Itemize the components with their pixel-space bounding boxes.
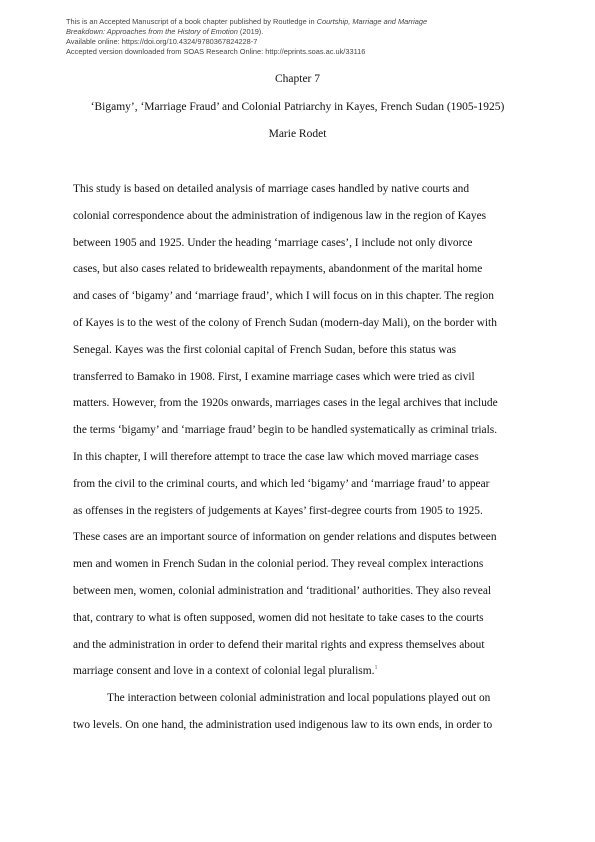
text-line: This study is based on detailed analysis of marriage cases handled by native courts and (73, 183, 470, 195)
text-line: of Kayes is to the west of the colony of French Sudan (modern-day Mali), on the border with (73, 316, 497, 329)
paragraph-1 (73, 176, 528, 685)
text-line: two levels. On one hand, the administration used indigenous law to its own ends, in order to (73, 718, 493, 731)
text-line: In this chapter, I will therefore attempt to trace the case law which moved marriage cases (73, 450, 479, 463)
text-line: matters. However, from the 1920s onwards, marriages cases in the legal archives that include (73, 397, 498, 410)
notice-repository: Accepted version downloaded from SOAS Research Online: http://eprints.soas.ac.uk/33116 (66, 47, 366, 56)
text-line: These cases are an important source of information on gender relations and disputes between (73, 531, 497, 544)
footnote-marker[interactable]: 1 (374, 665, 378, 672)
text-line: from the civil to the criminal courts, and which led ‘bigamy’ and ‘marriage fraud’ to appear (73, 477, 490, 490)
text-line: Senegal. Kayes was the first colonial capital of French Sudan, before this status was (73, 343, 457, 356)
text-line: marriage consent and love in a context of colonial legal pluralism.$^1$ (73, 665, 378, 678)
text-line: and the administration in order to defend their marital rights and express themselves about (73, 638, 485, 651)
text-line: transferred to Bamako in 1908. First, I examine marriage cases which were tried as civil (73, 370, 475, 383)
paragraph-2 (73, 685, 528, 739)
notice-line-1: This is an Accepted Manuscript of a book chapter published by Routledge in Courtship, Marriage and Marriage (66, 17, 428, 26)
text-line: men and women in French Sudan in the colonial period. They reveal complex interactions (73, 558, 484, 571)
text-line: between 1905 and 1925. Under the heading ‘marriage cases’, I include not only divorce (73, 236, 473, 249)
manuscript-notice (66, 17, 546, 57)
text-line: that, contrary to what is often supposed, women did not hesitate to take cases to the courts (73, 611, 484, 624)
text-line: cases, but also cases related to bridewealth repayments, abandonment of the marital home (73, 263, 483, 276)
body-text (73, 176, 528, 739)
chapter-label: Chapter 7 (274, 73, 321, 85)
text-line: and cases of ‘bigamy’ and ‘marriage fraud’, which I will focus on in this chapter. The region (73, 290, 494, 303)
text-line: between men, women, colonial administration and ‘traditional’ authorities. They also reveal (73, 584, 492, 597)
notice-line-2: Breakdown: Approaches from the History of Emotion (2019). (66, 27, 264, 36)
text-line: colonial correspondence about the administration of indigenous law in the region of Kayes (73, 209, 487, 222)
text-line: as offenses in the registers of judgements at Kayes’ first-degree courts from 1905 to 1925. (73, 504, 483, 517)
author-name: Marie Rodet (268, 128, 327, 140)
text-line: The interaction between colonial administration and local populations played out on (107, 692, 491, 705)
chapter-title: ‘Bigamy’, ‘Marriage Fraud’ and Colonial Patriarchy in Kayes, French Sudan (1905-1925) (90, 101, 505, 113)
notice-doi: Available online: https://doi.org/10.4324/9780367824228-7 (66, 37, 258, 46)
text-line: the terms ‘bigamy’ and ‘marriage fraud’ begin to be handled systematically as criminal trials. (73, 424, 498, 437)
